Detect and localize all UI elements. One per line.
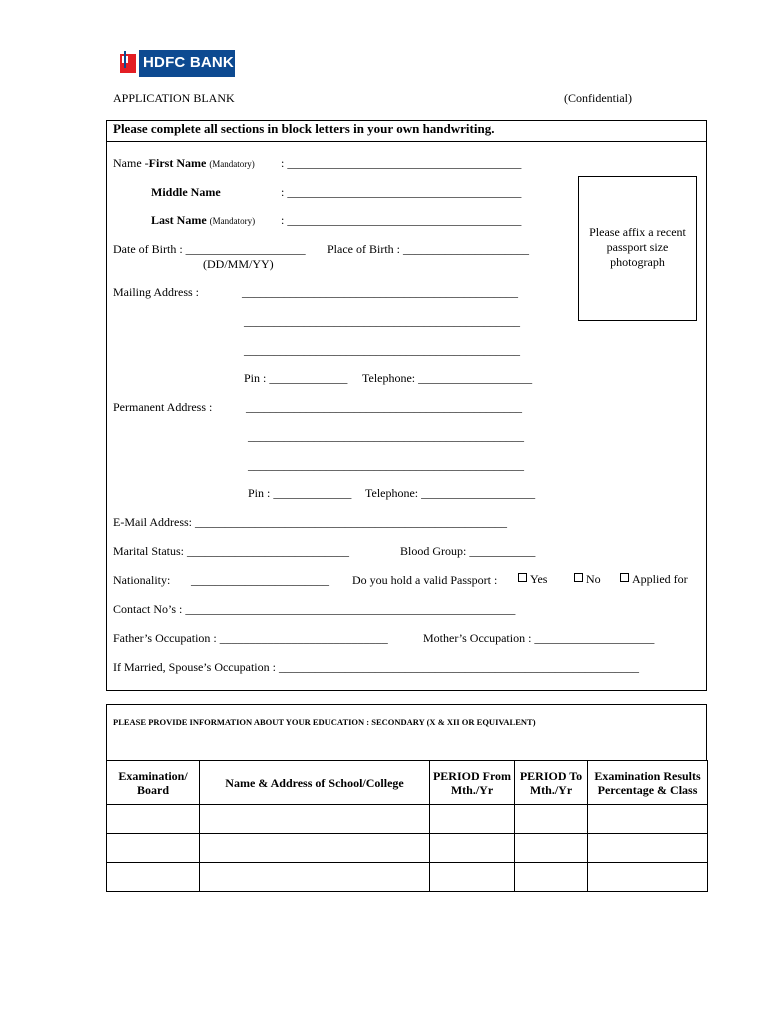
table-cell[interactable] bbox=[107, 834, 200, 863]
confidential-label: (Confidential) bbox=[564, 91, 632, 105]
column-header-results: Examination Results Percentage & Class bbox=[588, 761, 708, 805]
first-name-label: Name -First Name (Mandatory) bbox=[113, 156, 255, 170]
mother-occupation-field[interactable]: Mother’s Occupation : ____________________ bbox=[423, 631, 655, 645]
table-cell[interactable] bbox=[515, 834, 588, 863]
mailing-address-label: Mailing Address : bbox=[113, 285, 199, 299]
table-cell[interactable] bbox=[200, 863, 430, 892]
nationality-label: Nationality: bbox=[113, 573, 171, 587]
column-header-exam-board: Examination/ Board bbox=[107, 761, 200, 805]
blood-group-field[interactable]: Blood Group: ___________ bbox=[400, 544, 536, 558]
yes-checkbox[interactable] bbox=[518, 573, 527, 582]
logo-text: HDFC BANK bbox=[143, 54, 234, 71]
mailing-address-line-2[interactable]: ______________________________________________ bbox=[244, 314, 520, 328]
education-table-header bbox=[107, 761, 708, 805]
table-cell[interactable] bbox=[107, 863, 200, 892]
passport-no-option[interactable]: No bbox=[574, 572, 601, 586]
spouse-occupation-field[interactable]: If Married, Spouse’s Occupation : ____________________________________________________________ bbox=[113, 660, 639, 674]
permanent-telephone-field[interactable]: Telephone: ___________________ bbox=[365, 486, 536, 500]
permanent-address-label: Permanent Address : bbox=[113, 400, 213, 414]
email-field[interactable]: E-Mail Address: ____________________________________________________ bbox=[113, 515, 507, 529]
education-title: PLEASE PROVIDE INFORMATION ABOUT YOUR EDUCATION : SECONDARY (X & XII OR EQUIVALENT) bbox=[113, 717, 536, 727]
column-header-period-to: PERIOD To Mth./Yr bbox=[515, 761, 588, 805]
place-of-birth-field[interactable]: Place of Birth : _____________________ bbox=[327, 242, 529, 256]
contact-number-field[interactable]: Contact No’s : _______________________________________________________ bbox=[113, 602, 516, 616]
section-divider bbox=[106, 141, 707, 142]
instructions-text: Please complete all sections in block letters in your own handwriting. bbox=[113, 121, 495, 136]
permanent-address-line-2[interactable]: ______________________________________________ bbox=[248, 429, 524, 443]
mailing-address-line-3[interactable]: ______________________________________________ bbox=[244, 343, 520, 357]
table-cell[interactable] bbox=[430, 805, 515, 834]
table-cell[interactable] bbox=[430, 863, 515, 892]
table-cell[interactable] bbox=[107, 805, 200, 834]
table-row bbox=[107, 863, 708, 892]
last-name-field[interactable]: : _______________________________________ bbox=[281, 213, 522, 227]
table-cell[interactable] bbox=[588, 863, 708, 892]
permanent-pin-field[interactable]: Pin : _____________ bbox=[248, 486, 352, 500]
mailing-address-line-1[interactable]: ______________________________________________ bbox=[242, 285, 518, 299]
table-cell[interactable] bbox=[588, 805, 708, 834]
permanent-address-line-3[interactable]: ______________________________________________ bbox=[248, 458, 524, 472]
photo-box bbox=[578, 176, 697, 321]
hdfc-bank-logo bbox=[117, 50, 235, 77]
mailing-telephone-field[interactable]: Telephone: ___________________ bbox=[362, 371, 533, 385]
column-header-period-from: PERIOD From Mth./Yr bbox=[430, 761, 515, 805]
dob-format-hint: (DD/MM/YY) bbox=[203, 257, 274, 271]
table-cell[interactable] bbox=[430, 834, 515, 863]
education-table bbox=[106, 760, 708, 892]
passport-yes-option[interactable]: Yes bbox=[518, 572, 547, 586]
table-cell[interactable] bbox=[515, 863, 588, 892]
marital-status-field[interactable]: Marital Status: ___________________________ bbox=[113, 544, 349, 558]
table-cell[interactable] bbox=[200, 805, 430, 834]
last-name-label: Last Name (Mandatory) bbox=[151, 213, 256, 227]
nationality-field[interactable]: _______________________ bbox=[191, 573, 329, 587]
table-row bbox=[107, 805, 708, 834]
middle-name-field[interactable]: : _______________________________________ bbox=[281, 185, 522, 199]
table-cell[interactable] bbox=[200, 834, 430, 863]
column-header-school: Name & Address of School/College bbox=[200, 761, 430, 805]
passport-applied-option[interactable]: Applied for bbox=[620, 572, 688, 586]
mailing-pin-field[interactable]: Pin : _____________ bbox=[244, 371, 348, 385]
form-title: APPLICATION BLANK bbox=[113, 91, 235, 105]
table-cell[interactable] bbox=[515, 805, 588, 834]
photo-instructions: Please affix a recent passport size photograph bbox=[589, 225, 686, 269]
permanent-address-line-1[interactable]: ______________________________________________ bbox=[246, 400, 522, 414]
father-occupation-field[interactable]: Father’s Occupation : ____________________________ bbox=[113, 631, 388, 645]
no-checkbox[interactable] bbox=[574, 573, 583, 582]
first-name-field[interactable]: : _______________________________________ bbox=[281, 156, 522, 170]
passport-question: Do you hold a valid Passport : bbox=[352, 573, 498, 587]
applied-for-checkbox[interactable] bbox=[620, 573, 629, 582]
middle-name-label: Middle Name bbox=[151, 185, 221, 199]
dob-field[interactable]: Date of Birth : ____________________ bbox=[113, 242, 306, 256]
education-section-header bbox=[106, 704, 707, 761]
table-cell[interactable] bbox=[588, 834, 708, 863]
hdfc-logo-mark-icon bbox=[117, 50, 139, 77]
table-row bbox=[107, 834, 708, 863]
